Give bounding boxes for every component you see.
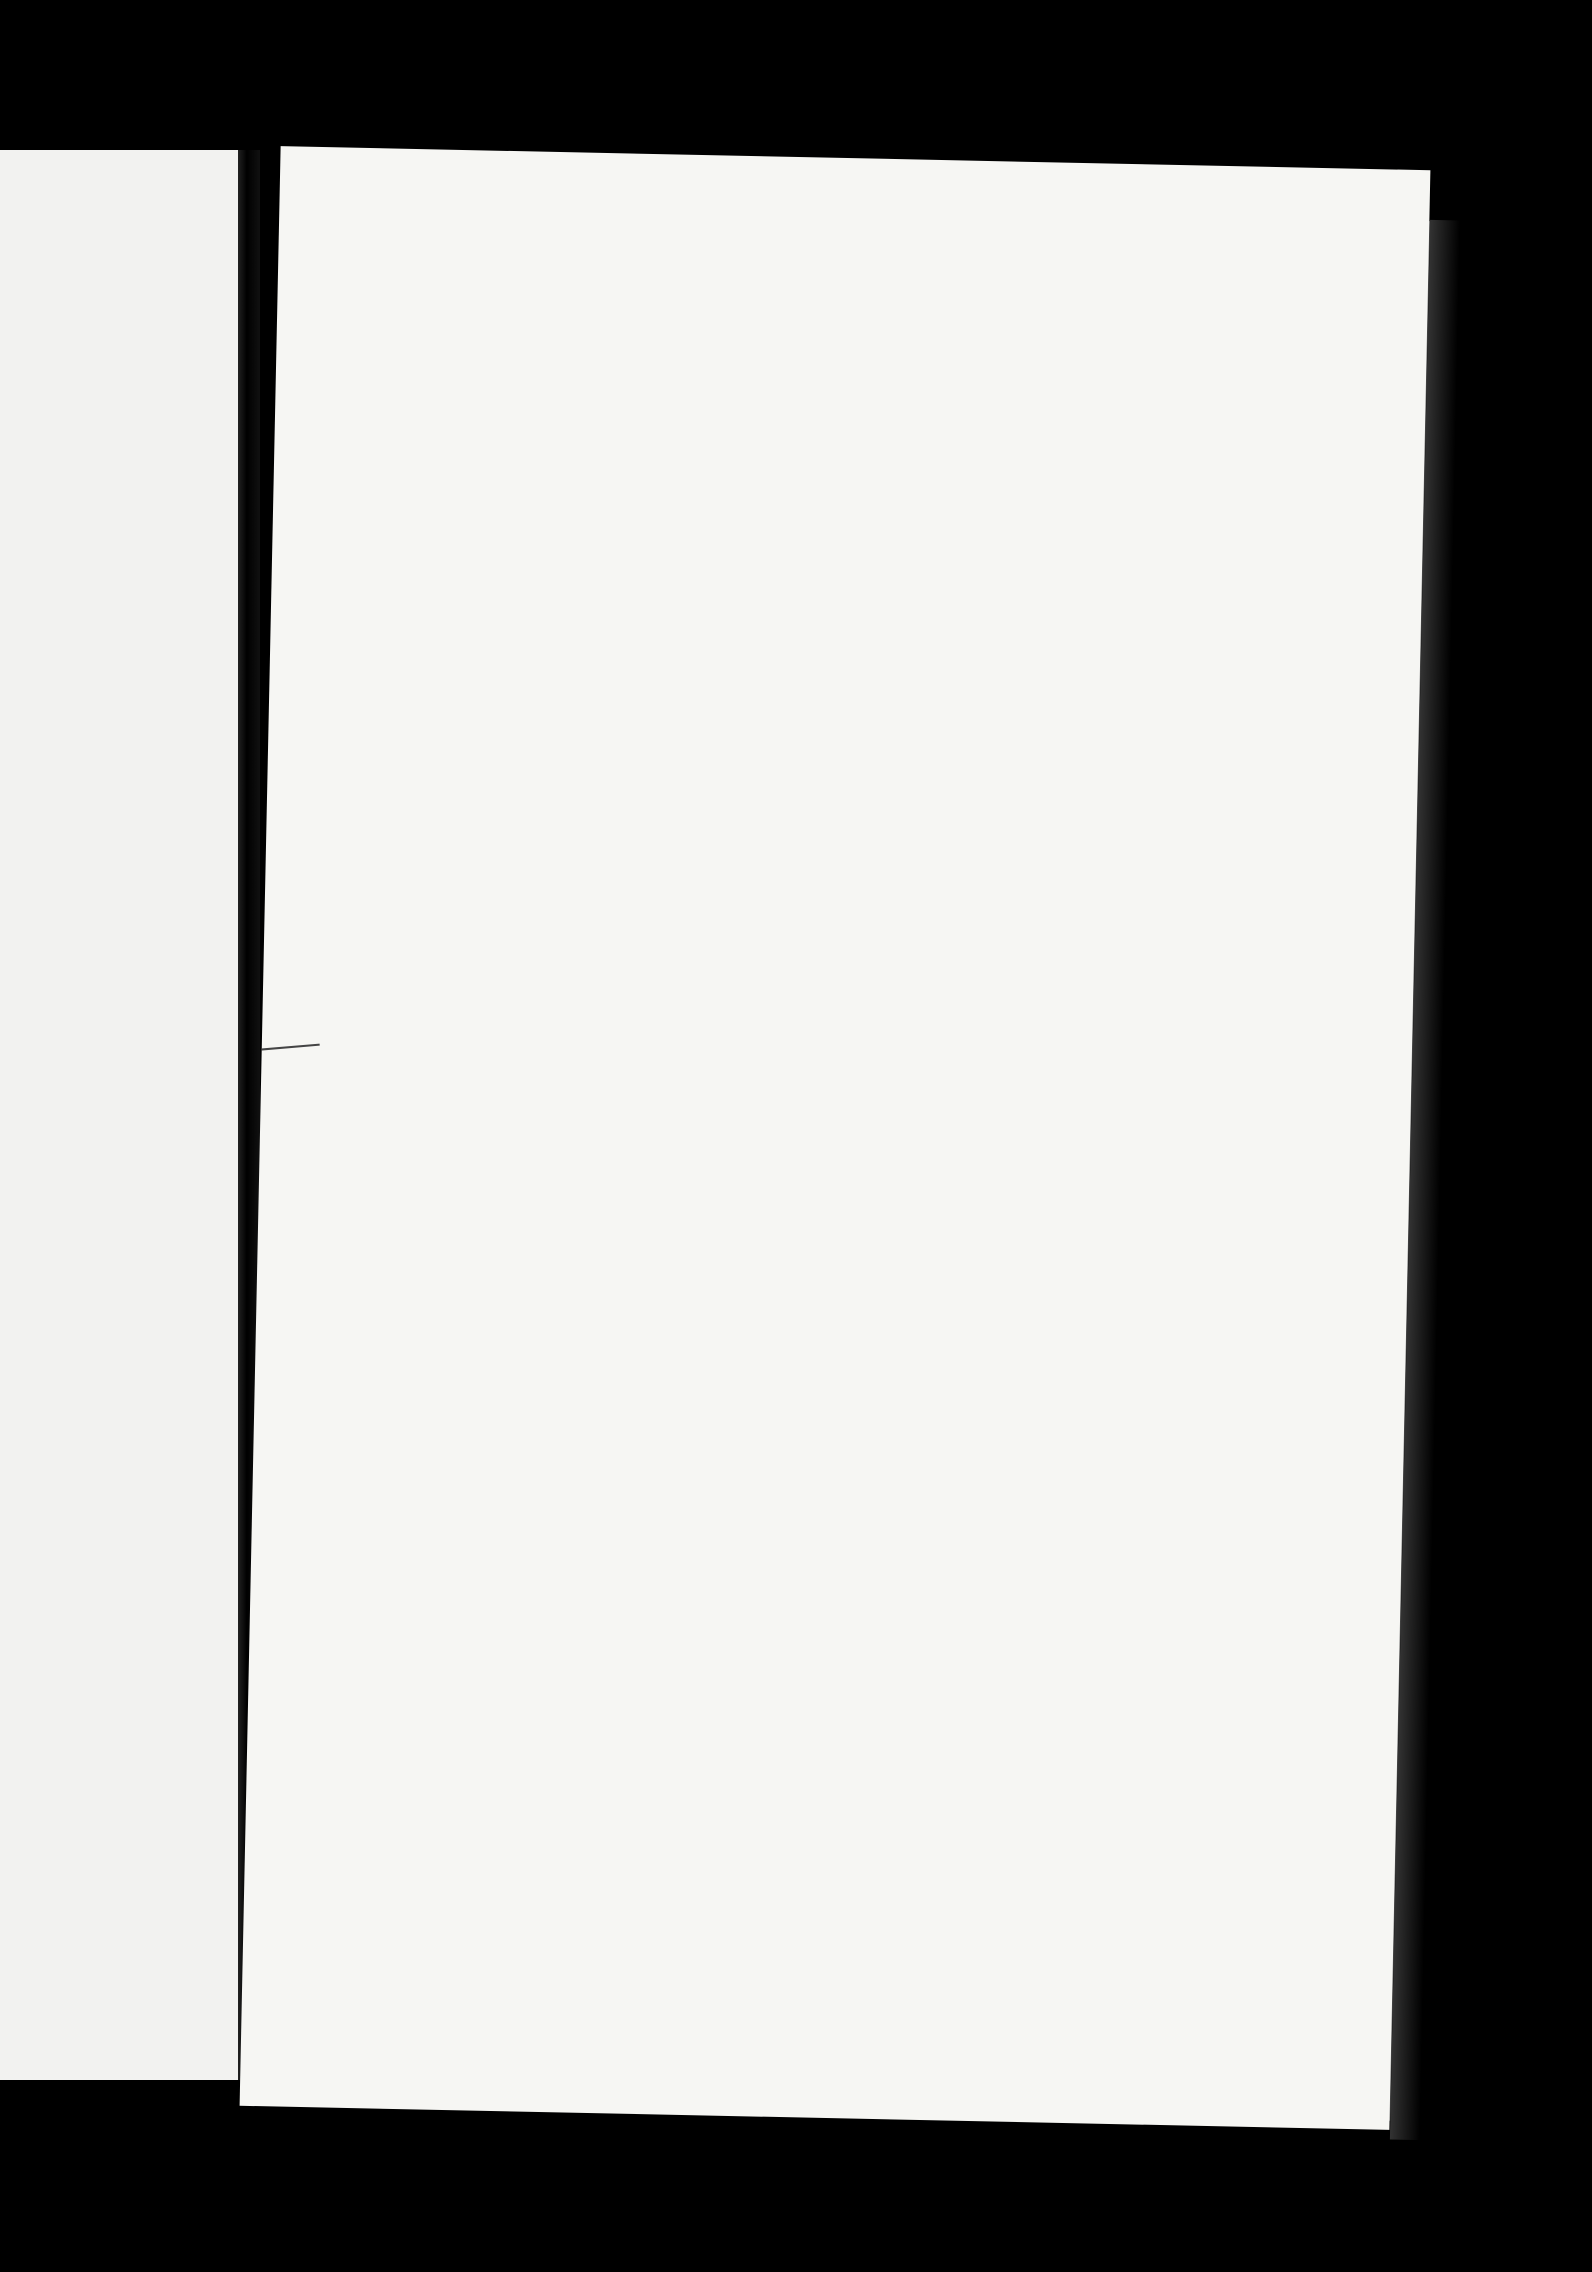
syntaxe-list [281,146,1431,170]
previous-page-fragment [0,150,238,2080]
page-number [477,326,977,336]
margin-pencil-mark [252,1044,320,1052]
main-page [240,146,1431,2130]
top-list [281,146,1431,170]
